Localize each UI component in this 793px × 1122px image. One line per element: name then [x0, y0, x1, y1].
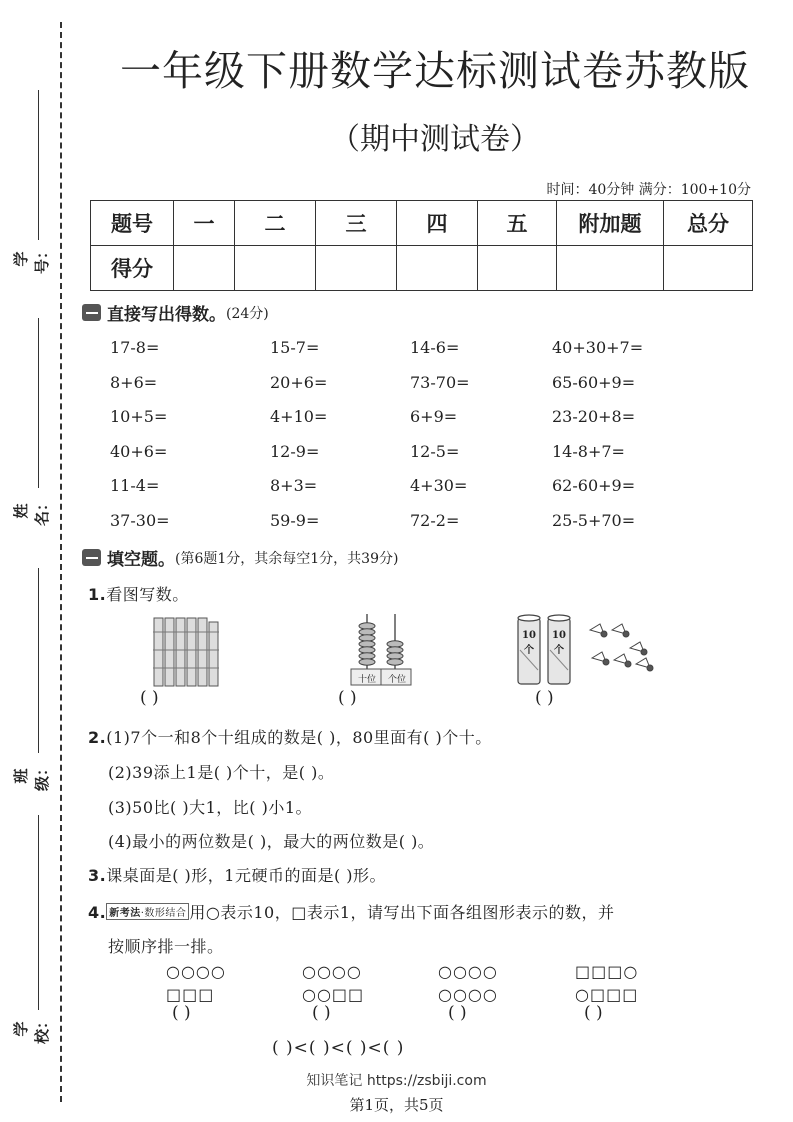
score-cell[interactable] — [316, 246, 397, 291]
student-id-line — [38, 90, 39, 240]
q4-answer-blank-2[interactable]: ( ) — [312, 1003, 331, 1023]
q3-prompt: 课桌面是( )形，1元硬币的面是( )形。 — [106, 866, 387, 885]
calc-problem: 14-8+7= — [552, 441, 625, 461]
q1-answer-blank-1[interactable]: ( ) — [140, 688, 159, 708]
q4-answer-blank-4[interactable]: ( ) — [584, 1003, 603, 1023]
counter-tens-label: 十位 — [357, 675, 376, 685]
q4-group1-top: ○○○○ — [166, 962, 226, 981]
calc-problem: 72-2= — [410, 511, 460, 530]
score-cell[interactable] — [235, 246, 316, 291]
section1-title: 直接写出得数。 — [107, 305, 226, 325]
q4-tag-a: 新考法 — [109, 908, 141, 919]
calc-problem: 4+10= — [270, 407, 328, 427]
section2-score: (第6题1分，其余每空1分，共39分) — [175, 550, 399, 567]
calc-problem: 10+5= — [110, 407, 168, 427]
score-cell[interactable] — [664, 246, 753, 291]
calc-problem: 59-9= — [270, 511, 320, 530]
calc-problem: 4+30= — [410, 476, 468, 496]
q4-group2-top: ○○○○ — [302, 962, 362, 981]
calc-problem: 40+30+7= — [552, 338, 644, 357]
score-cell[interactable] — [174, 246, 235, 291]
q2-line-1 — [88, 725, 492, 748]
time-info: 时间：40分钟 满分：100+10分 — [546, 182, 751, 198]
score-header-cell: 题号 — [91, 201, 174, 246]
name-line — [38, 318, 39, 488]
q4-group3-top: ○○○○ — [438, 962, 498, 981]
score-cell[interactable] — [397, 246, 478, 291]
q4-group4-top: □□□○ — [575, 962, 639, 981]
q3-text — [88, 863, 386, 886]
calc-problem: 20+6= — [270, 372, 328, 392]
calc-problem: 62-60+9= — [552, 476, 636, 496]
score-header-cell: 附加题 — [557, 201, 664, 246]
page-subtitle: （期中测试卷） — [330, 122, 540, 157]
q3-number: 3. — [88, 866, 107, 885]
calc-problem: 8+3= — [270, 476, 318, 496]
calc-problem: 12-9= — [270, 441, 320, 461]
student-id-label: 学号： — [12, 244, 51, 275]
section2-heading — [82, 545, 398, 570]
q4-group2-bottom: ○○□□ — [302, 985, 365, 1004]
page-number: 第1页，共5页 — [349, 1096, 444, 1114]
tube-label-2: 10个 — [552, 630, 566, 656]
calc-problem: 11-4= — [110, 476, 160, 496]
calc-problem: 8+6= — [110, 372, 158, 392]
score-row-label: 得分 — [91, 246, 174, 291]
stick-bundles-image — [148, 610, 228, 690]
score-table-header-row — [91, 201, 753, 246]
score-header-cell: 一 — [174, 201, 235, 246]
calc-problem: 73-70= — [410, 372, 470, 392]
q1-answer-blank-3[interactable]: ( ) — [535, 688, 554, 708]
page-title: 一年级下册数学达标测试卷苏教版 — [120, 47, 750, 95]
score-cell[interactable] — [557, 246, 664, 291]
q4-order-line[interactable]: ( )<( )<( )<( ) — [272, 1038, 405, 1058]
section1-heading — [82, 300, 269, 325]
q4-text — [88, 900, 615, 923]
q1-text — [88, 582, 189, 605]
calc-problem: 25-5+70= — [552, 511, 636, 530]
q4-tag: 新考法·数形结合 — [106, 903, 189, 920]
calc-problem: 15-7= — [270, 338, 320, 357]
q4-group3-bottom: ○○○○ — [438, 985, 498, 1004]
q4-answer-blank-1[interactable]: ( ) — [172, 1003, 191, 1023]
q1-number: 1. — [88, 585, 107, 604]
class-line — [38, 568, 39, 753]
score-cell[interactable] — [478, 246, 557, 291]
q4-prompt-2: 按顺序排一排。 — [108, 937, 224, 956]
section-badge-icon — [82, 304, 101, 321]
score-table — [90, 200, 753, 291]
score-header-cell: 五 — [478, 201, 557, 246]
q4-tag-b: 数形结合 — [144, 908, 187, 919]
school-line — [38, 815, 39, 1010]
binding-dashed-line — [60, 22, 62, 1102]
footer-watermark: 知识笔记 https://zsbiji.com — [306, 1073, 487, 1089]
q4-group1-bottom: □□□ — [166, 985, 215, 1004]
calc-problem: 65-60+9= — [552, 372, 636, 392]
q4-number: 4. — [88, 903, 107, 922]
name-label: 姓名： — [12, 496, 51, 527]
q1-answer-blank-2[interactable]: ( ) — [338, 688, 357, 708]
calc-problem: 40+6= — [110, 441, 168, 461]
counter-ones-label: 个位 — [387, 675, 406, 685]
score-header-cell: 总分 — [664, 201, 753, 246]
school-label: 学校： — [12, 1014, 51, 1045]
score-header-cell: 四 — [397, 201, 478, 246]
calc-problem: 6+9= — [410, 407, 458, 427]
class-label: 班级： — [12, 761, 51, 792]
q2-number: 2. — [88, 728, 107, 747]
q4-answer-blank-3[interactable]: ( ) — [448, 1003, 467, 1023]
tube-label-1: 10个 — [522, 630, 536, 656]
q2-part1: (1)7个一和8个十组成的数是( )，80里面有( )个十。 — [106, 728, 492, 747]
q1-prompt: 看图写数。 — [106, 585, 189, 604]
calc-problem: 37-30= — [110, 511, 170, 530]
section-badge-icon — [82, 549, 101, 566]
q4-prompt-1: 用○表示10，□表示1，请写出下面各组图形表示的数，并 — [189, 903, 615, 922]
calc-problem: 17-8= — [110, 338, 160, 357]
calc-problem: 14-6= — [410, 338, 460, 357]
section1-score: (24分) — [226, 305, 269, 322]
q2-part2: (2)39添上1是( )个十，是( )。 — [108, 763, 335, 782]
section2-title: 填空题。 — [107, 550, 175, 570]
q4-group4-bottom: ○□□□ — [575, 985, 639, 1004]
score-header-cell: 三 — [316, 201, 397, 246]
score-header-cell: 二 — [235, 201, 316, 246]
q2-part4: (4)最小的两位数是( )，最大的两位数是( )。 — [108, 832, 435, 851]
q2-part3: (3)50比( )大1，比( )小1。 — [108, 798, 313, 817]
calc-problem: 12-5= — [410, 441, 460, 461]
calc-problem: 23-20+8= — [552, 407, 636, 427]
score-table-score-row — [91, 246, 753, 291]
